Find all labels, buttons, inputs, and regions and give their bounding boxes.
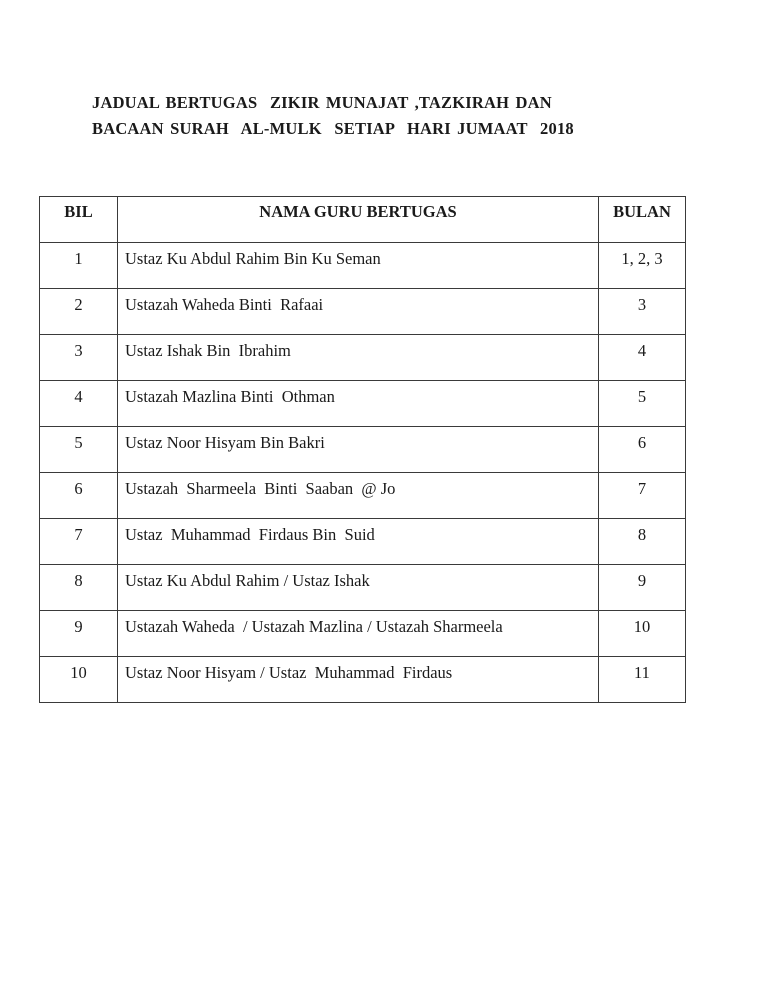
cell-bulan: 3 (599, 289, 686, 335)
table-row (40, 335, 686, 381)
table-row (40, 427, 686, 473)
cell-bil: 6 (40, 473, 118, 519)
cell-bulan: 4 (599, 335, 686, 381)
table-row (40, 289, 686, 335)
cell-nama: Ustaz Noor Hisyam Bin Bakri (118, 427, 599, 473)
cell-nama: Ustaz Noor Hisyam / Ustaz Muhammad Firdaus (118, 657, 599, 703)
document-title (92, 90, 712, 142)
cell-bil: 9 (40, 611, 118, 657)
cell-nama: Ustaz Ku Abdul Rahim Bin Ku Seman (118, 243, 599, 289)
cell-bulan: 11 (599, 657, 686, 703)
title-line-2: BACAAN SURAH AL-MULK SETIAP HARI JUMAAT 2018 (92, 119, 574, 138)
table-row (40, 243, 686, 289)
table-row (40, 657, 686, 703)
cell-bil: 2 (40, 289, 118, 335)
cell-bil: 10 (40, 657, 118, 703)
cell-bulan: 5 (599, 381, 686, 427)
table-row (40, 473, 686, 519)
cell-bulan: 7 (599, 473, 686, 519)
table-header-row (40, 197, 686, 243)
cell-nama: Ustazah Waheda / Ustazah Mazlina / Ustazah Sharmeela (118, 611, 599, 657)
cell-bulan: 8 (599, 519, 686, 565)
table-row (40, 565, 686, 611)
header-bil: BIL (40, 197, 118, 243)
cell-bil: 1 (40, 243, 118, 289)
table-row (40, 519, 686, 565)
header-bulan: BULAN (599, 197, 686, 243)
duty-schedule-table (39, 196, 686, 703)
cell-bil: 3 (40, 335, 118, 381)
title-line-1: JADUAL BERTUGAS ZIKIR MUNAJAT ,TAZKIRAH DAN (92, 93, 552, 112)
cell-nama: Ustazah Sharmeela Binti Saaban @ Jo (118, 473, 599, 519)
table-row (40, 381, 686, 427)
header-nama: NAMA GURU BERTUGAS (118, 197, 599, 243)
cell-bulan: 1, 2, 3 (599, 243, 686, 289)
cell-bil: 4 (40, 381, 118, 427)
cell-bulan: 9 (599, 565, 686, 611)
cell-nama: Ustazah Waheda Binti Rafaai (118, 289, 599, 335)
cell-nama: Ustaz Muhammad Firdaus Bin Suid (118, 519, 599, 565)
cell-nama: Ustaz Ku Abdul Rahim / Ustaz Ishak (118, 565, 599, 611)
cell-bil: 7 (40, 519, 118, 565)
cell-nama: Ustazah Mazlina Binti Othman (118, 381, 599, 427)
cell-bil: 5 (40, 427, 118, 473)
cell-bil: 8 (40, 565, 118, 611)
cell-bulan: 10 (599, 611, 686, 657)
cell-bulan: 6 (599, 427, 686, 473)
cell-nama: Ustaz Ishak Bin Ibrahim (118, 335, 599, 381)
table-row (40, 611, 686, 657)
